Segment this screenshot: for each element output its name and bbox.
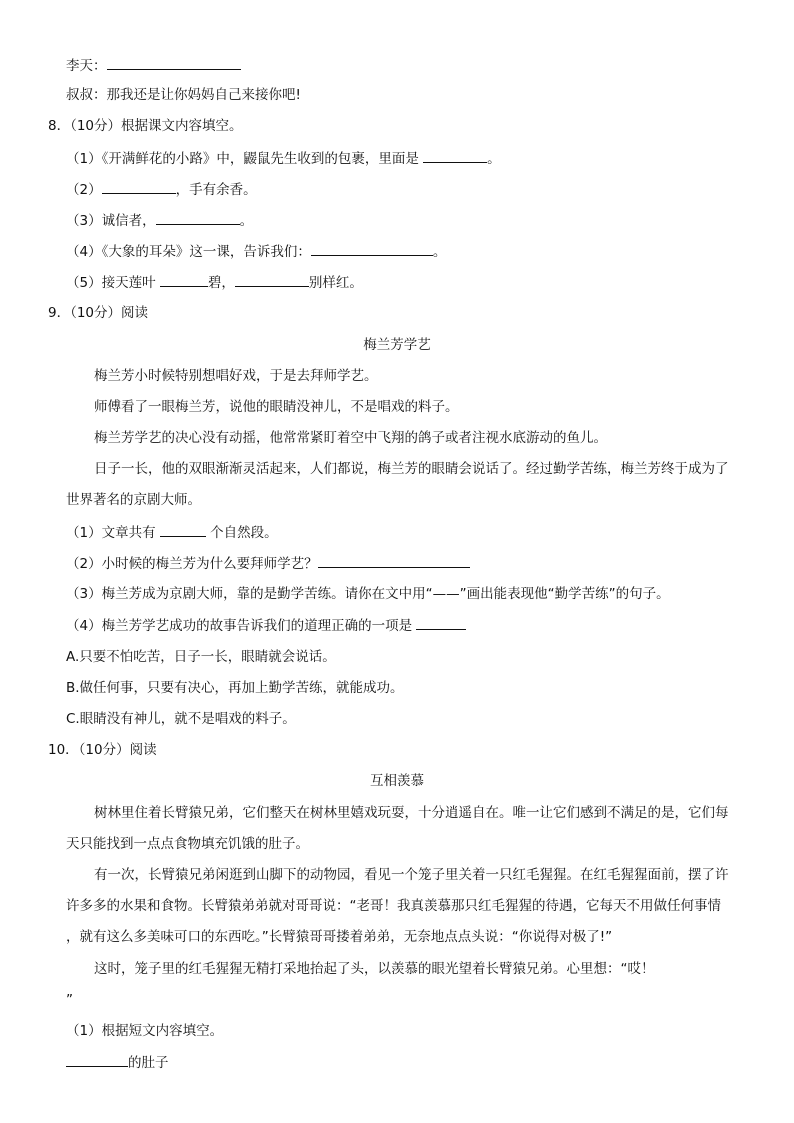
q8-header: 8．（10分）根据课文内容填空。 <box>48 118 243 134</box>
q8-item-2: （2） ，手有余香。 <box>66 182 257 198</box>
q8-blank-3[interactable] <box>156 211 240 225</box>
q9-paragraph-4-line-1: 日子一长，他的双眼渐渐灵活起来，人们都说，梅兰芳的眼睛会说话了。经过勤学苦练，梅兰芳终于成为了 <box>94 461 729 477</box>
q8-blank-5b[interactable] <box>235 273 309 287</box>
q9-paragraph-4-line-2: 世界著名的京剧大师。 <box>66 492 201 508</box>
q8-blank-1[interactable] <box>423 149 487 163</box>
q9-title: 梅兰芳学艺 <box>363 337 431 353</box>
q10-paragraph-3-line-2: ” <box>66 992 73 1008</box>
litian-label: 李天： <box>66 58 107 74</box>
q10-paragraph-2-line-1: 有一次，长臂猿兄弟闲逛到山脚下的动物园，看见一个笼子里关着一只红毛猩猩。在红毛猩猩面前，摆了许 <box>94 867 729 883</box>
q8-blank-4[interactable] <box>311 242 433 256</box>
q10-paragraph-3-line-1: 这时，笼子里的红毛猩猩无精打采地抬起了头，以羡慕的眼光望着长臂猿兄弟。心里想：“哎！ <box>94 961 655 977</box>
q10-paragraph-2-line-2: 许多多的水果和食物。长臂猿弟弟就对哥哥说：“老哥！我真羡慕那只红毛猩猩的待遇，它每天不用做任何事情 <box>66 898 721 914</box>
litian-blank[interactable] <box>107 56 241 70</box>
q8-item-3: （3）诚信者， 。 <box>66 213 254 229</box>
q10-paragraph-2-line-3: ，就有这么多美味可口的东西吃。”长臂猿哥哥搂着弟弟，无奈地点点头说：“你说得对极了!” <box>66 929 613 945</box>
q9-option-b[interactable]: B.做任何事，只要有决心，再加上勤学苦练，就能成功。 <box>66 680 404 696</box>
q9-option-a[interactable]: A.只要不怕吃苦，日子一长，眼睛就会说话。 <box>66 649 336 665</box>
q8-item-5: （5）接天莲叶 碧， 别样红。 <box>66 275 363 291</box>
litian-line <box>66 56 241 75</box>
q10-item-1: （1）根据短文内容填空。 <box>66 1023 224 1039</box>
q9-blank-4[interactable] <box>416 616 466 630</box>
q9-item-3: （3）梅兰芳成为京剧大师，靠的是勤学苦练。请你在文中用“——”画出能表现他“勤学苦练”的句子。 <box>66 586 670 602</box>
q10-fill-1: 的肚子 <box>66 1053 169 1072</box>
q9-option-c[interactable]: C.眼睛没有神儿，就不是唱戏的料子。 <box>66 711 296 727</box>
q9-blank-1[interactable] <box>160 523 206 537</box>
q8-item-1: （1）《开满鲜花的小路》中，鼹鼠先生收到的包裹，里面是 。 <box>66 151 501 167</box>
q10-paragraph-1-line-2: 天只能找到一点点食物填充饥饿的肚子。 <box>66 836 309 852</box>
q9-blank-2[interactable] <box>318 554 470 568</box>
q10-title: 互相羡慕 <box>370 773 424 789</box>
q10-paragraph-1-line-1: 树林里住着长臂猿兄弟，它们整天在树林里嬉戏玩耍，十分逍遥自在。唯一让它们感到不满足的是，它们每 <box>94 805 729 821</box>
q10-blank-1[interactable] <box>66 1053 128 1067</box>
q8-blank-2[interactable] <box>102 180 176 194</box>
q9-paragraph-1: 梅兰芳小时候特别想唱好戏，于是去拜师学艺。 <box>94 368 378 384</box>
q9-paragraph-3: 梅兰芳学艺的决心没有动摇，他常常紧盯着空中飞翔的鸽子或者注视水底游动的鱼儿。 <box>94 430 607 446</box>
q9-item-4: （4）梅兰芳学艺成功的故事告诉我们的道理正确的一项是 <box>66 616 466 635</box>
q10-header: 10．（10分）阅读 <box>48 742 157 758</box>
uncle-line: 叔叔：那我还是让你妈妈自己来接你吧! <box>66 87 301 103</box>
q9-item-1: （1）文章共有 个自然段。 <box>66 525 278 541</box>
q9-item-2: （2）小时候的梅兰芳为什么要拜师学艺？ <box>66 554 470 573</box>
q9-header: 9．（10分）阅读 <box>48 305 149 321</box>
q8-blank-5a[interactable] <box>160 273 208 287</box>
q8-item-4: （4）《大象的耳朵》这一课，告诉我们： 。 <box>66 244 447 260</box>
q9-paragraph-2: 师傅看了一眼梅兰芳，说他的眼睛没神儿，不是唱戏的料子。 <box>94 399 459 415</box>
